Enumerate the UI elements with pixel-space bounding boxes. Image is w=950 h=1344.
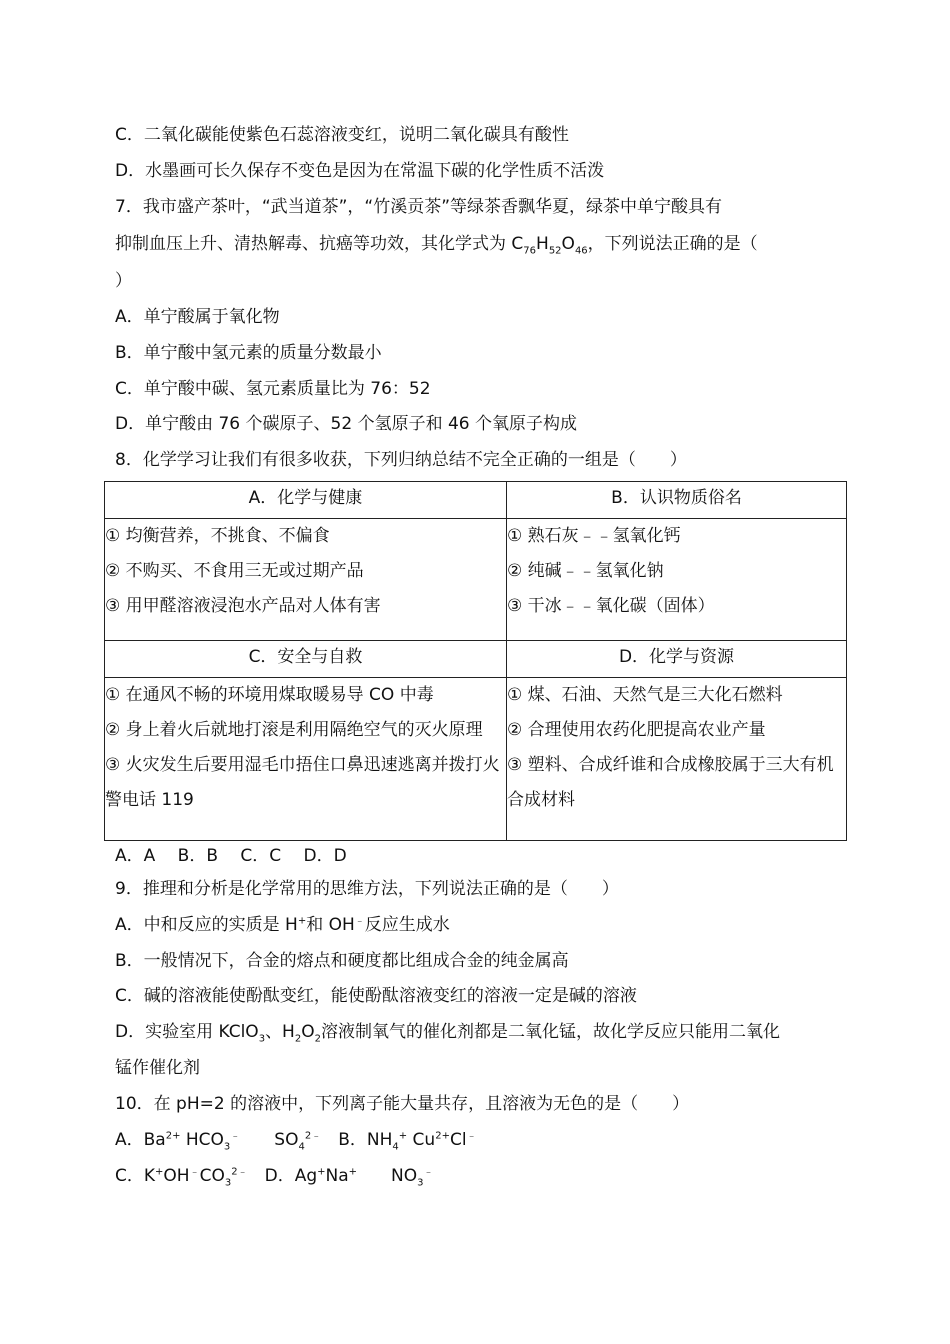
q7-stem-line3: ） (115, 271, 132, 291)
q6-option-d: D．水墨画可长久保存不变色是因为在常温下碳的化学性质不活泼 (115, 161, 605, 181)
table-cell-d (507, 678, 847, 841)
list-item: ① 均衡营养，不挑食、不偏食 (105, 526, 330, 546)
list-item: ③ 干冰﹣﹣氧化碳（固体） (507, 596, 715, 616)
list-item: ① 煤、石油、天然气是三大化石燃料 (507, 685, 783, 706)
q7-stem-line2: 抑制血压上升、清热解毒、抗癌等功效，其化学式为 $C_{76}H_{52}O_{46}$，下列说法正确的是（ (115, 234, 758, 257)
list-item: ② 身上着火后就地打滚是利用隔绝空气的灭火原理 (105, 720, 483, 741)
list-item: ② 合理使用农药化肥提高农业产量 (507, 720, 766, 741)
table-cell-a (105, 519, 507, 641)
q9-option-c: C．碱的溶液能使酚酞变红，能使酚酞溶液变红的溶液一定是碱的溶液 (115, 986, 637, 1006)
q9-option-b: B．一般情况下，合金的熔点和硬度都比组成合金的纯金属高 (115, 951, 569, 971)
q7-option-b: B．单宁酸中氢元素的质量分数最小 (115, 343, 382, 363)
q7-stem-line1: 7．我市盛产茶叶，“武当道茶”，“竹溪贡茶”等绿茶香飘华夏，绿茶中单宁酸具有 (115, 197, 723, 217)
list-item: ③ 塑料、合成纤谁和合成橡胶属于三大有机合成材料 (507, 755, 834, 811)
q8-stem: 8．化学学习让我们有很多收获，下列归纳总结不完全正确的一组是（ ） (115, 450, 687, 470)
q8-options: A．A B．B C．C D．D (115, 846, 347, 866)
q9-option-d: D．实验室用 KClO$_3$、$H_2O_2$溶液制氧气的催化剂都是二氧化锰，故化学反应只能用二氧化 (115, 1022, 780, 1045)
q9-option-a: A．中和反应的实质是 H+和 OH﹣反应生成水 (115, 915, 450, 935)
list-item: ③ 用甲醛溶液浸泡水产品对人体有害 (105, 596, 381, 616)
q10-options-ab: A．$Ba^{2+}$ $HCO_3^﹣$ $SO_4^{2﹣}$ B．$NH_4^+$ $Cu^{2+}Cl^﹣$ (115, 1130, 477, 1153)
table-header-b: B．认识物质俗名 (507, 482, 847, 519)
table-cell-c (105, 678, 507, 841)
q7-option-a: A．单宁酸属于氧化物 (115, 307, 280, 327)
q6-option-c: C．二氧化碳能使紫色石蕊溶液变红，说明二氧化碳具有酸性 (115, 125, 569, 145)
table-header-a: A．化学与健康 (105, 482, 507, 519)
table-header-d: D．化学与资源 (507, 641, 847, 678)
list-item: ③ 火灾发生后要用湿毛巾捂住口鼻迅速逃离并拨打火警电话 119 (105, 755, 500, 811)
q9-option-d-line2: 锰作催化剂 (115, 1058, 200, 1078)
table-header-c: C．安全与自救 (105, 641, 507, 678)
q7-option-c: C．单宁酸中碳、氢元素质量比为 76：52 (115, 379, 431, 399)
q7-option-d: D．单宁酸由 76 个碳原子、52 个氢原子和 46 个氧原子构成 (115, 414, 578, 434)
q9-stem: 9．推理和分析是化学常用的思维方法，下列说法正确的是（ ） (115, 879, 619, 899)
list-item: ① 在通风不畅的环境用煤取暖易导 CO 中毒 (105, 685, 434, 706)
list-item: ② 纯碱﹣﹣氢氧化钠 (507, 561, 664, 581)
list-item: ② 不购买、不食用三无或过期产品 (105, 561, 364, 581)
q10-options-cd: C．$K^+OH^﹣CO_3^{2﹣}$ D．Ag+Na+ $NO_3^﹣$ (115, 1166, 434, 1189)
list-item: ① 熟石灰﹣﹣氢氧化钙 (507, 526, 681, 546)
q10-stem: 10．在 pH=2 的溶液中，下列离子能大量共存，且溶液为无色的是（ ） (115, 1094, 690, 1114)
table-cell-b (507, 519, 847, 641)
q8-table (104, 481, 847, 841)
